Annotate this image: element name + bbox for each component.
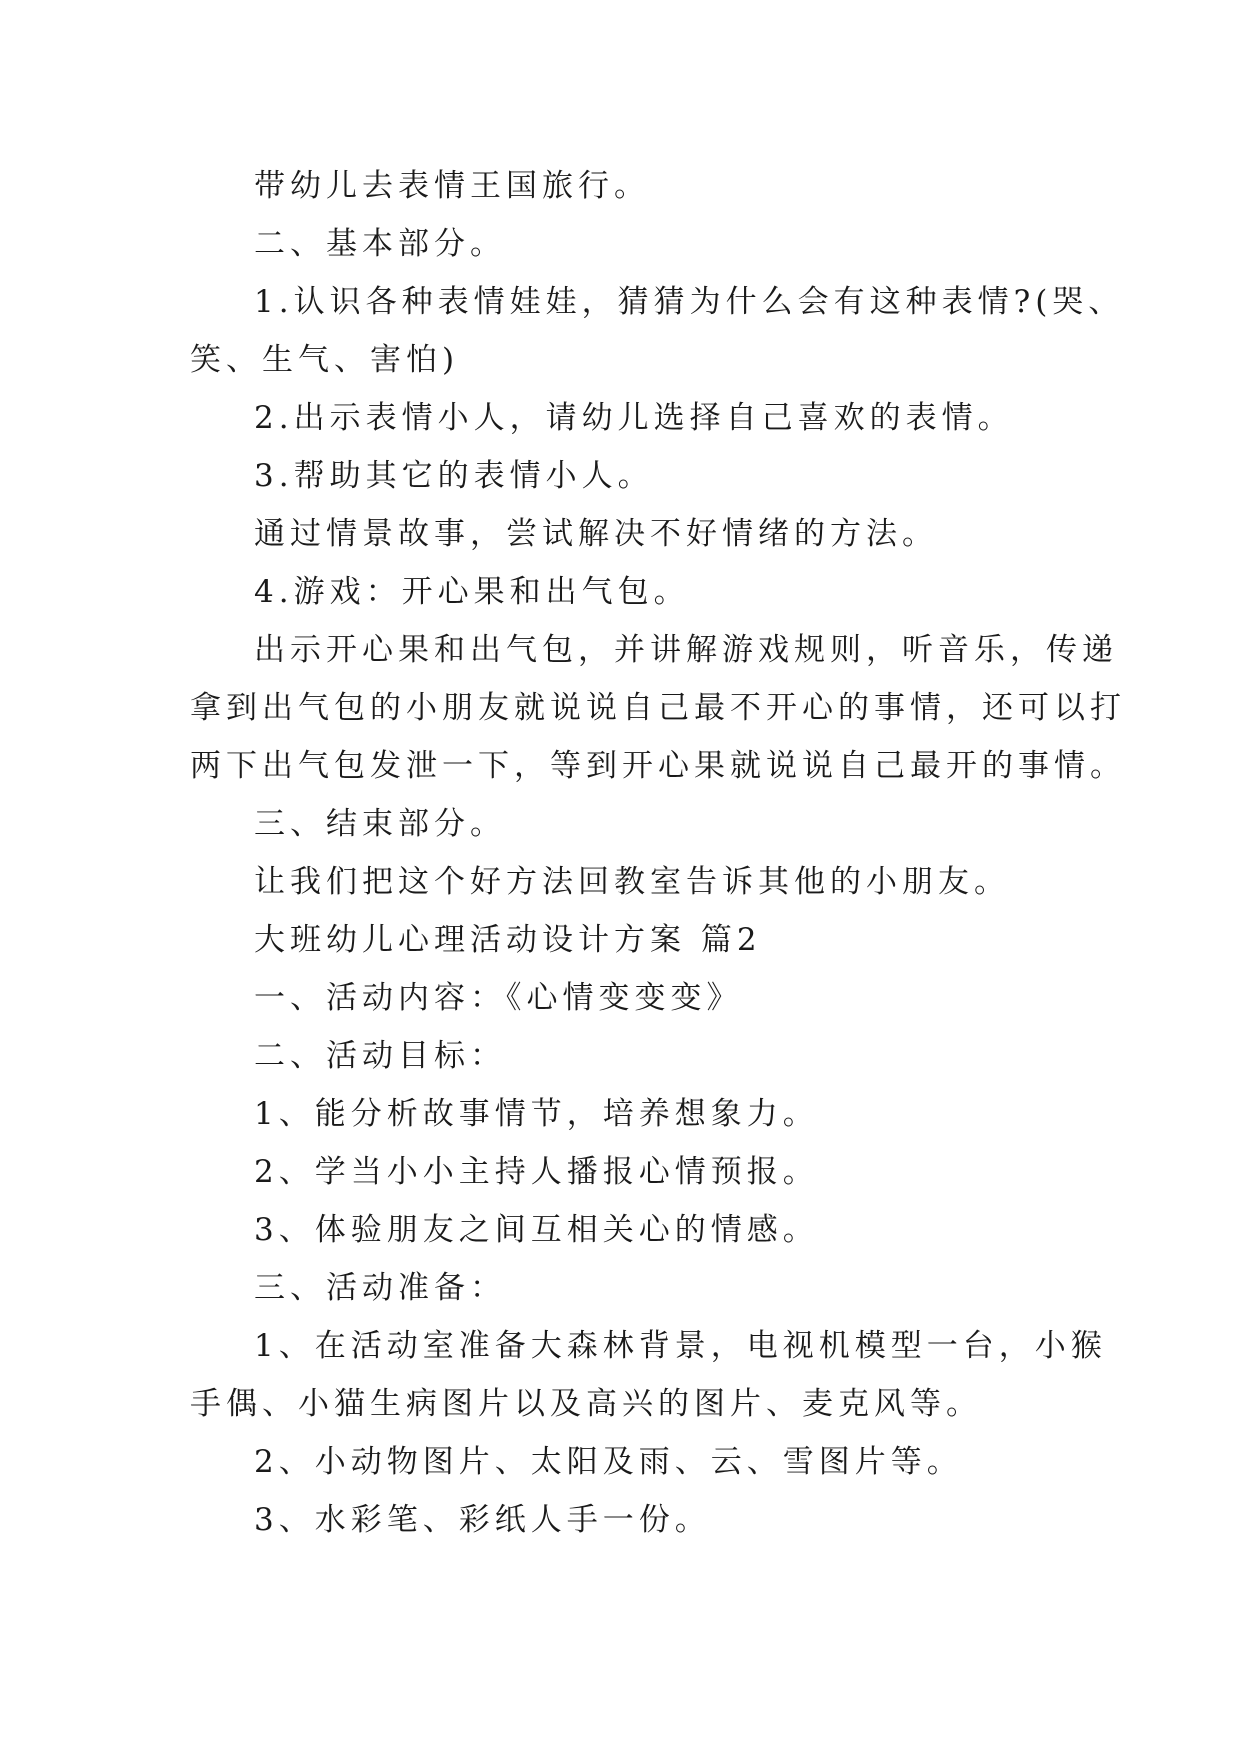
article-title: 大班幼儿心理活动设计方案 篇2 [254,922,762,958]
list-item: 3、水彩笔、彩纸人手一份。 [254,1502,711,1538]
paragraph-line: 让我们把这个好方法回教室告诉其他的小朋友。 [254,864,1010,900]
section-heading: 二、基本部分。 [254,226,506,262]
paragraph-line: 拿到出气包的小朋友就说说自己最不开心的事情，还可以打 [190,690,1126,726]
list-item: 3、体验朋友之间互相关心的情感。 [254,1212,819,1248]
list-item: 1、能分析故事情节，培养想象力。 [254,1096,819,1132]
paragraph-line: 4.游戏：开心果和出气包。 [254,574,690,610]
section-heading: 三、结束部分。 [254,806,506,842]
section-heading: 三、活动准备： [254,1270,506,1306]
paragraph-line: 带幼儿去表情王国旅行。 [254,168,650,204]
paragraph-line: 2.出示表情小人，请幼儿选择自己喜欢的表情。 [254,400,1014,436]
paragraph-line: 3.帮助其它的表情小人。 [254,458,654,494]
paragraph-line: 两下出气包发泄一下，等到开心果就说说自己最开的事情。 [190,748,1126,784]
section-heading: 一、活动内容：《心情变变变》 [254,980,743,1016]
paragraph-line: 笑、生气、害怕) [190,342,460,378]
list-item: 手偶、小猫生病图片以及高兴的图片、麦克风等。 [190,1386,982,1422]
list-item: 2、学当小小主持人播报心情预报。 [254,1154,819,1190]
section-heading: 二、活动目标： [254,1038,506,1074]
list-item: 1、在活动室准备大森林背景，电视机模型一台，小猴 [254,1328,1107,1364]
paragraph-line: 出示开心果和出气包，并讲解游戏规则，听音乐，传递 [254,632,1118,668]
paragraph-line: 1.认识各种表情娃娃，猜猜为什么会有这种表情?(哭、 [254,284,1125,320]
paragraph-line: 通过情景故事，尝试解决不好情绪的方法。 [254,516,938,552]
list-item: 2、小动物图片、太阳及雨、云、雪图片等。 [254,1444,963,1480]
